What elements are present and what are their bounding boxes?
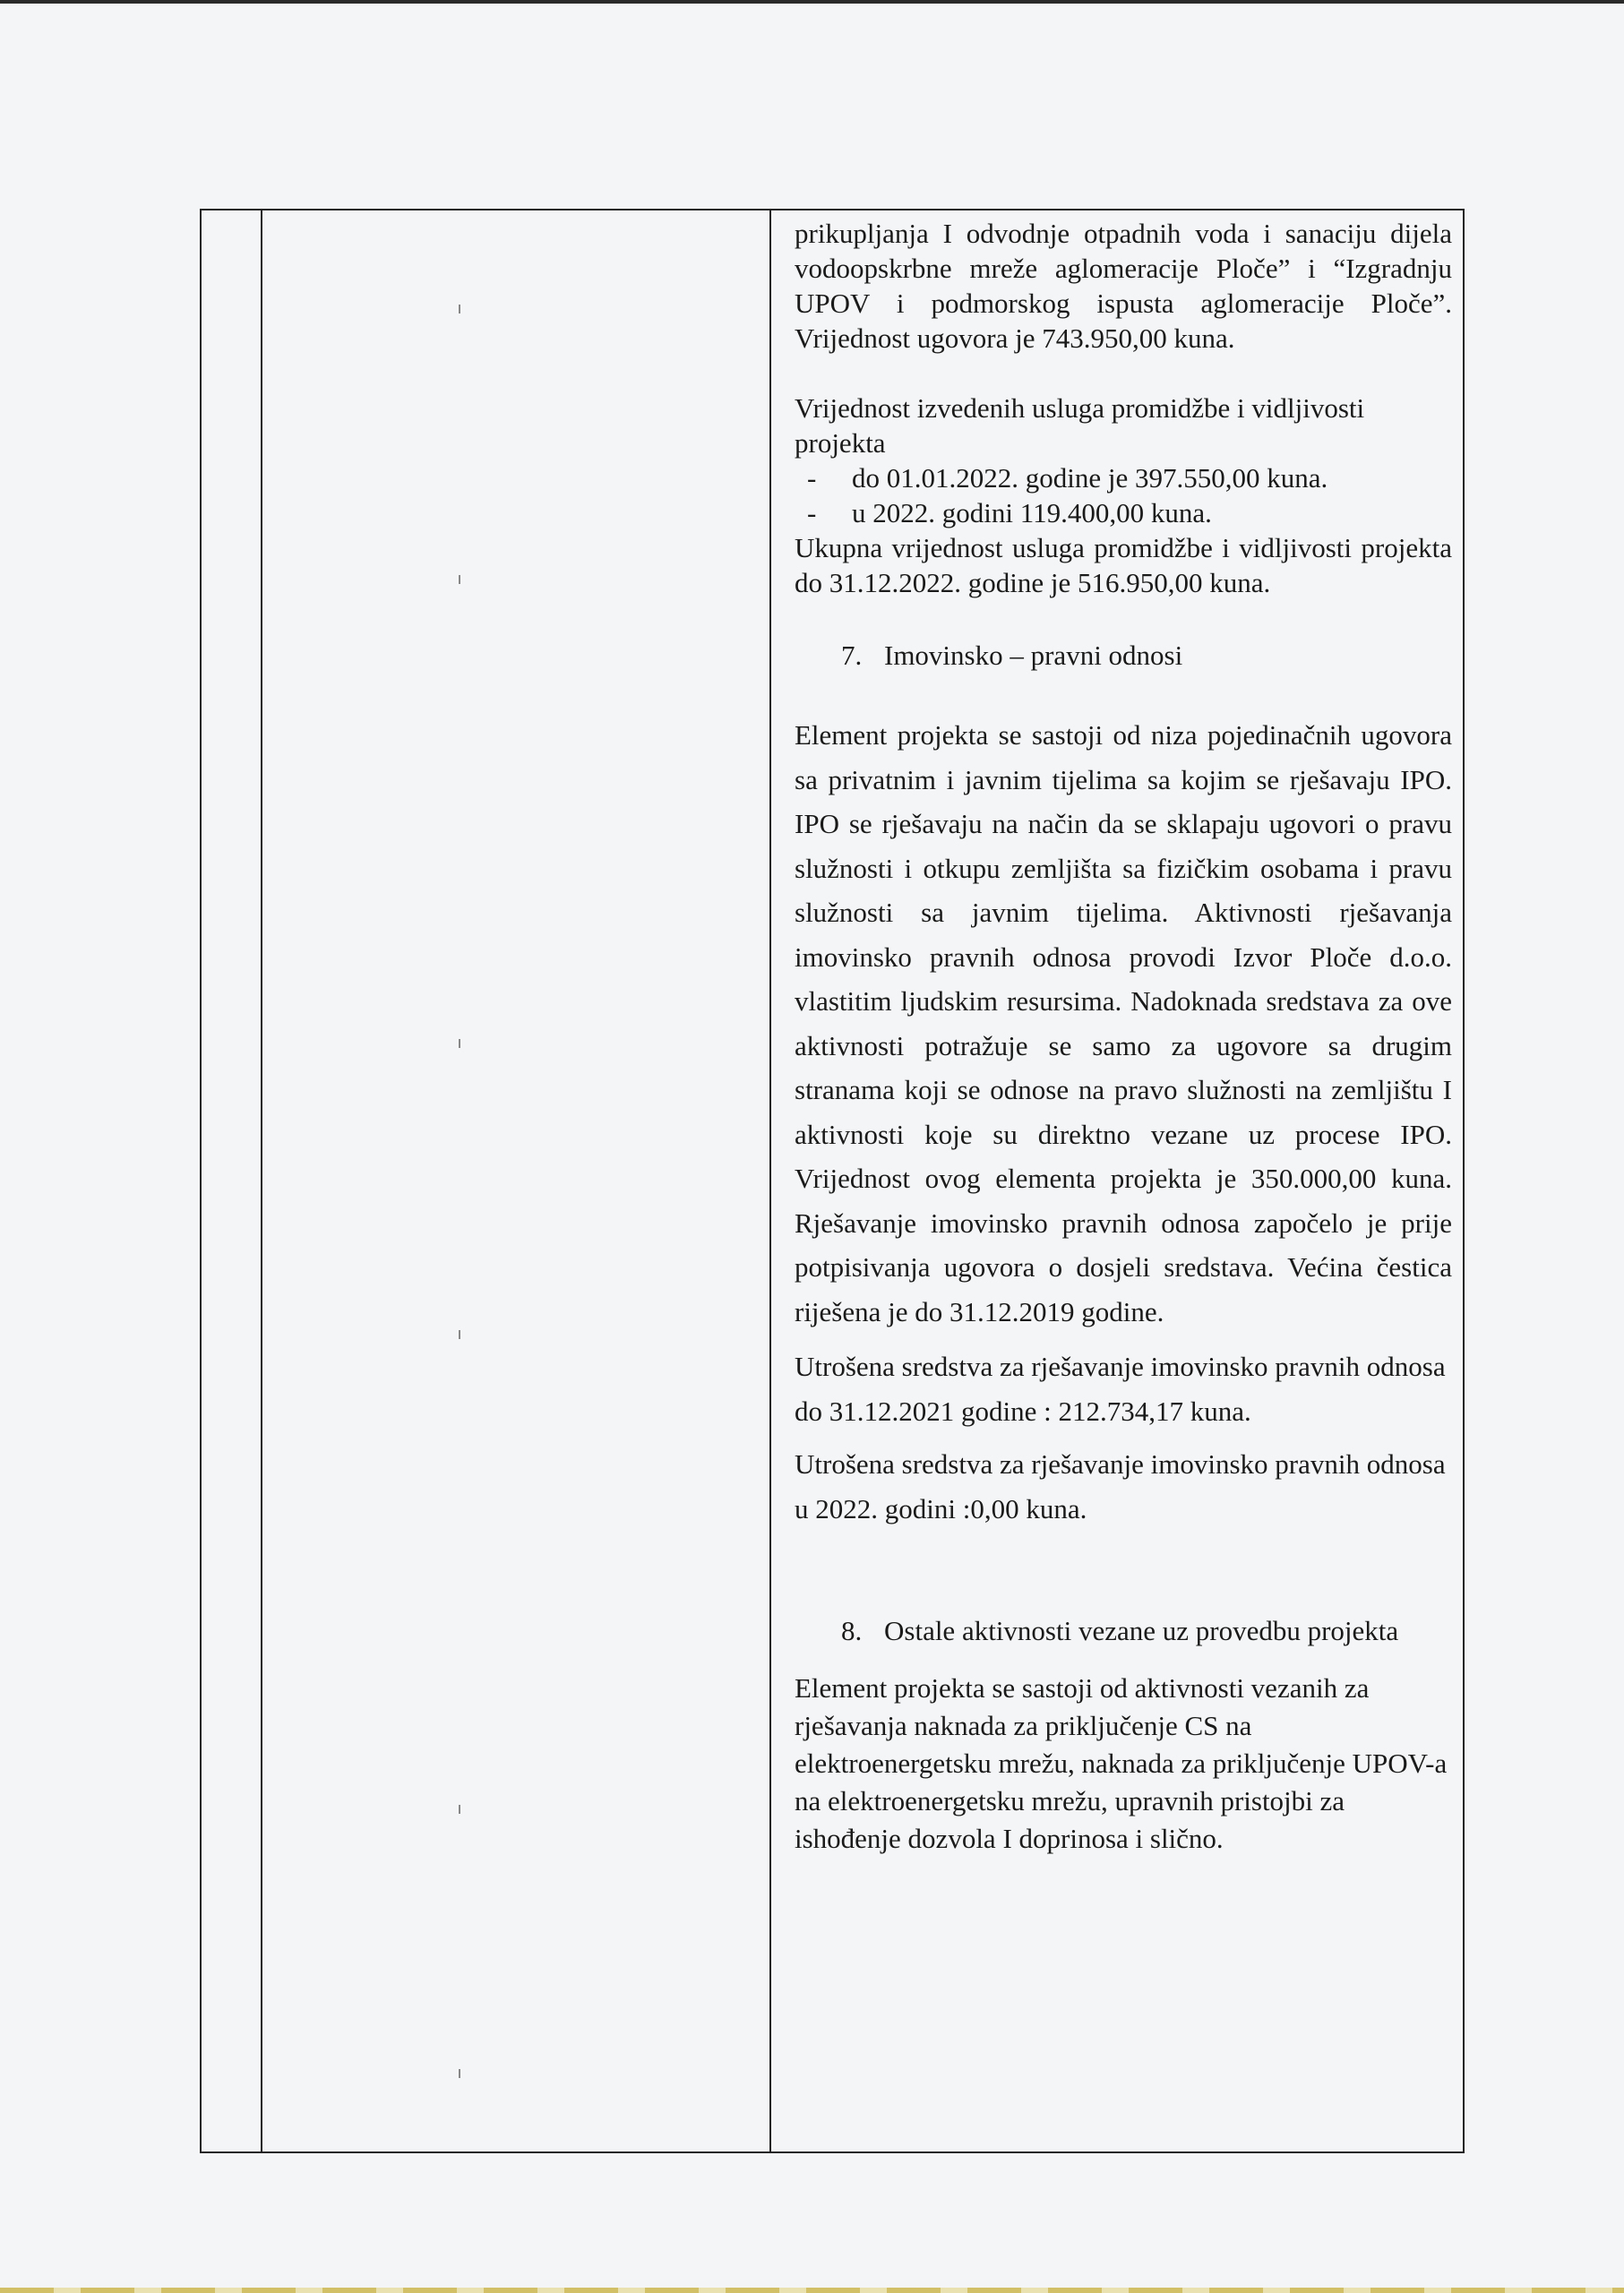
column-divider-1	[261, 210, 262, 2151]
scan-mark	[459, 1330, 460, 1339]
column-divider-2	[769, 210, 771, 2151]
promotion-list	[795, 460, 1452, 530]
list-item: - u 2022. godini 119.400,00 kuna.	[807, 497, 1212, 528]
paragraph-promotion-total: Ukupna vrijednost usluga promidžbe i vidljivosti projekta do 31.12.2022. godine je 516.950,00 kuna.	[795, 532, 1452, 598]
content-cell	[782, 210, 1456, 2151]
scan-mark	[459, 1039, 460, 1048]
section-heading-8: 8. Ostale aktivnosti vezane uz provedbu projekta	[841, 1615, 1399, 1646]
list-item: - do 01.01.2022. godine je 397.550,00 kuna.	[807, 462, 1328, 494]
scan-mark	[459, 2069, 460, 2078]
scan-bottom-edge	[0, 2288, 1624, 2293]
paragraph-property-relations: Element projekta se sastoji od niza pojedinačnih ugovora sa privatnim i javnim tijelima sa kojim se rješavaju IPO. IPO se rješavaju na način da se sklapaju ugovori o pravu služnosti i otkupu zemljišta sa fizičkim osobama i pravu služnosti sa javnim tijelima. Aktivnosti rješavanja imovinsko pravnih odnosa provodi Izvor Ploče d.o.o. vlastitim ljudskim resursima. Nadoknada sredstava za ove aktivnosti potražuje se samo za ugovore sa drugim stranama koji se odnose na pravo služnosti na zemljištu I aktivnosti koje su direktno vezane uz procese IPO. Vrijednost ovog elementa projekta je 350.000,00 kuna. Rješavanje imovinsko pravnih odnosa započelo je prije potpisivanja ugovora o dosjeli sredstava. Većina čestica riješena je do 31.12.2019 godine.	[795, 719, 1452, 1327]
paragraph-other-activities: Element projekta se sastoji od aktivnosti vezanih za rješavanja naknada za priključenje CS na elektroenergetsku mrežu, naknada za priključenje UPOV-a na elektroenergetsku mrežu, upravnih pristojbi za ishođenje dozvola I doprinosa i slično.	[795, 1672, 1448, 1854]
scan-mark	[459, 1805, 460, 1814]
paragraph-spent-2021: Utrošena sredstva za rješavanje imovinsko pravnih odnosa do 31.12.2021 godine : 212.734,17 kuna.	[795, 1351, 1446, 1427]
paragraph-spent-2022: Utrošena sredstva za rješavanje imovinsko pravnih odnosa u 2022. godini :0,00 kuna.	[795, 1448, 1446, 1524]
paragraph-contract-value: prikupljanja I odvodnje otpadnih voda i sanaciju dijela vodoopskrbne mreže aglomeracije Ploče” i “Izgradnju UPOV i podmorskog ispusta aglomeracije Ploče”. Vrijednost ugovora je 743.950,00 kuna.	[795, 218, 1452, 354]
scan-mark	[459, 305, 460, 313]
paragraph-promotion-intro: Vrijednost izvedenih usluga promidžbe i vidljivosti projekta	[795, 392, 1365, 459]
scan-top-edge	[0, 0, 1624, 4]
scan-mark	[459, 575, 460, 584]
document-table	[200, 209, 1465, 2153]
section-heading-7: 7. Imovinsko – pravni odnosi	[841, 640, 1183, 671]
